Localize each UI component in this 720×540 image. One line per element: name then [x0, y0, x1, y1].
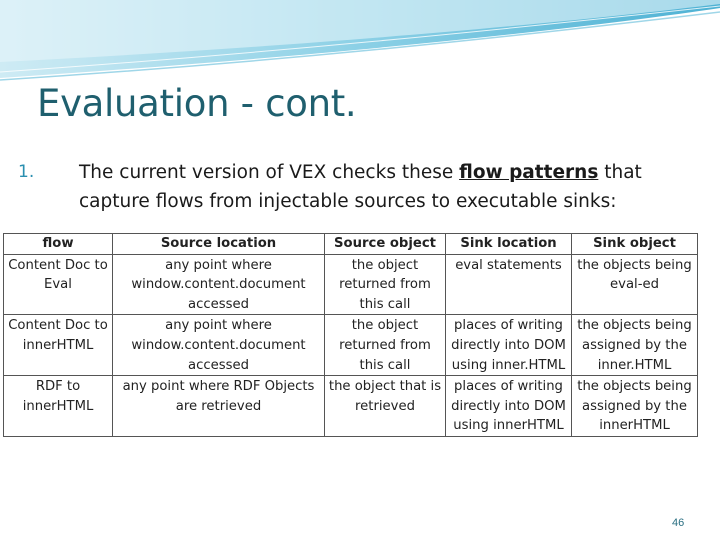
table-cell: places of writing directly into DOM using innerHTML [446, 376, 572, 437]
table-header-row [4, 234, 698, 255]
table-row [4, 376, 698, 437]
header-wave-banner [0, 0, 720, 90]
table-cell: eval statements [446, 254, 572, 315]
table-header-cell: Sink location [446, 234, 572, 255]
bullet-text [79, 158, 709, 216]
table-cell: Content Doc to innerHTML [4, 315, 113, 376]
table-cell: any point where window.content.document accessed [113, 254, 325, 315]
page-number: 46 [672, 517, 685, 529]
slide-title: Evaluation - cont. [37, 82, 357, 125]
table-cell: the objects being eval-ed [572, 254, 698, 315]
bullet-text-before: The current version of VEX checks these [79, 162, 460, 183]
table-header-cell: Source object [325, 234, 446, 255]
table-cell: the object returned from this call [325, 315, 446, 376]
bullet-text-after: that capture flows from injectable sources to executable sinks: [79, 162, 642, 212]
table-header-cell: Source location [113, 234, 325, 255]
table-cell: the object that is retrieved [325, 376, 446, 437]
table-cell: Content Doc to Eval [4, 254, 113, 315]
table-cell: any point where RDF Objects are retrieved [113, 376, 325, 437]
bullet-text-emphasis: flow patterns [459, 162, 599, 183]
table-cell: the objects being assigned by the inner.HTML [572, 315, 698, 376]
table-header-cell: Sink object [572, 234, 698, 255]
table-row [4, 254, 698, 315]
table-row [4, 315, 698, 376]
table-cell: places of writing directly into DOM using inner.HTML [446, 315, 572, 376]
table-cell: RDF to innerHTML [4, 376, 113, 437]
table-header-cell: flow [4, 234, 113, 255]
flow-patterns-table [3, 233, 698, 437]
table-cell: any point where window.content.document accessed [113, 315, 325, 376]
table-cell: the objects being assigned by the innerHTML [572, 376, 698, 437]
table-cell: the object returned from this call [325, 254, 446, 315]
bullet-number: 1. [18, 162, 35, 182]
